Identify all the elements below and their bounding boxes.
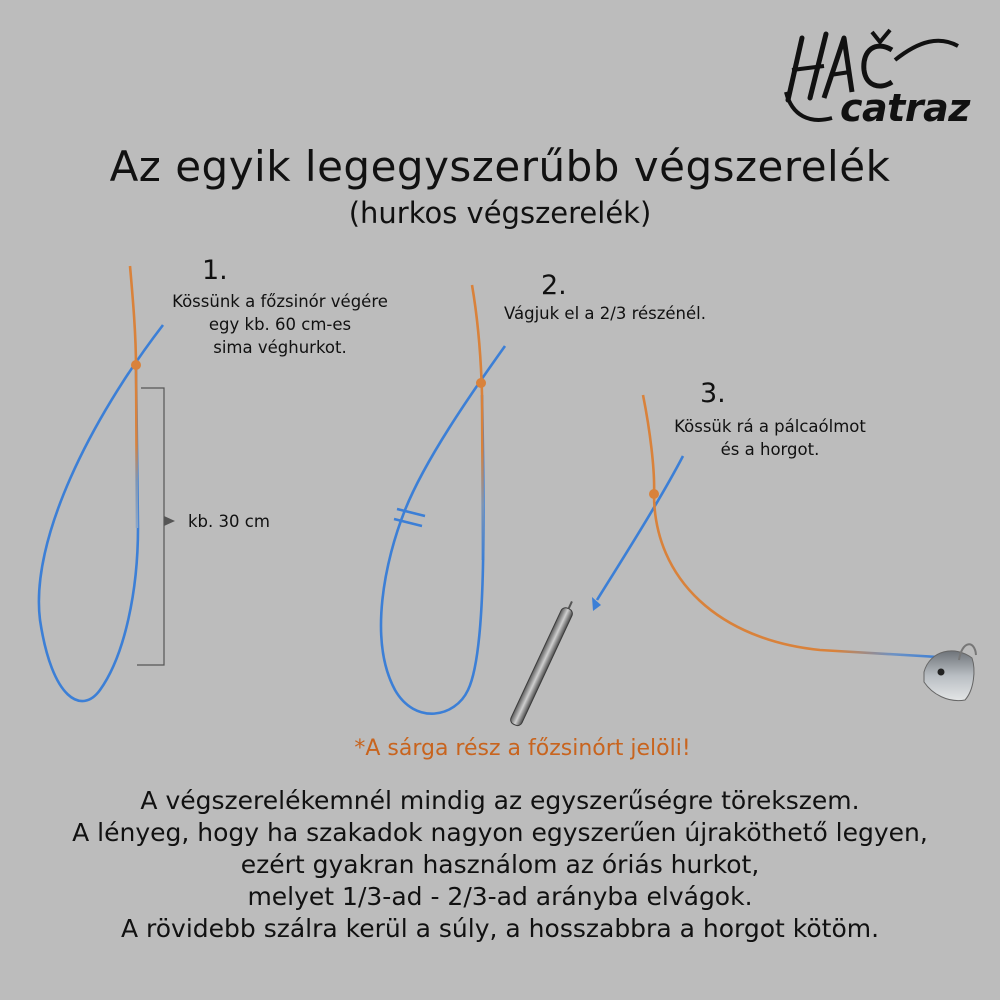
step-1-line: sima véghurkot. [213, 338, 347, 357]
figure-2-knot [476, 378, 486, 388]
mainline-note: *A sárga rész a főzsinórt jelöli! [354, 736, 691, 761]
description-line: A lényeg, hogy ha szakadok nagyon egyszerűen újraköthető legyen, [72, 818, 928, 847]
description-line: ezért gyakran használom az óriás hurkot, [240, 850, 760, 879]
figure-1-measure-bracket [137, 388, 164, 665]
description-line: melyet 1/3-ad - 2/3-ad arányba elvágok. [247, 882, 753, 911]
description-line: A rövidebb szálra kerül a súly, a hosszabbra a horgot kötöm. [120, 914, 880, 943]
figure-3-knot [649, 489, 659, 499]
figure-1-knot [131, 360, 141, 370]
figure-2-blue-loop [381, 346, 505, 714]
step-3-line: Kössük rá a pálcaólmot [674, 417, 866, 436]
jighead-hook [924, 644, 976, 700]
measure-label: kb. 30 cm [188, 512, 270, 531]
description-block [0, 785, 1000, 945]
step-3-number: 3. [700, 378, 726, 409]
step-1-text [130, 290, 430, 359]
figure-2-mainline [472, 285, 483, 560]
figure-1-blue-loop [39, 325, 163, 701]
step-1-line: egy kb. 60 cm-es [208, 315, 352, 334]
figure-1-measure-arrow [164, 516, 175, 526]
logo-wordmark: catraz [840, 86, 970, 130]
figure-3-weight-line [597, 456, 683, 600]
page-subtitle: (hurkos végszerelék) [348, 196, 652, 230]
description-line: A végszerelékemnél mindig az egyszerűségre törekszem. [140, 786, 860, 815]
stick-lead-weight [509, 599, 577, 727]
step-2-number: 2. [541, 270, 567, 301]
step-1-line: Kössünk a főzsinór végére [172, 292, 388, 311]
step-3-text [660, 415, 880, 461]
step-1-number: 1. [202, 255, 228, 286]
step-2-line: Vágjuk el a 2/3 részénél. [504, 304, 706, 323]
step-3-line: és a horgot. [720, 440, 820, 459]
page-title: Az egyik legegyszerűbb végszerelék [109, 142, 891, 191]
step-2-text [475, 302, 735, 325]
